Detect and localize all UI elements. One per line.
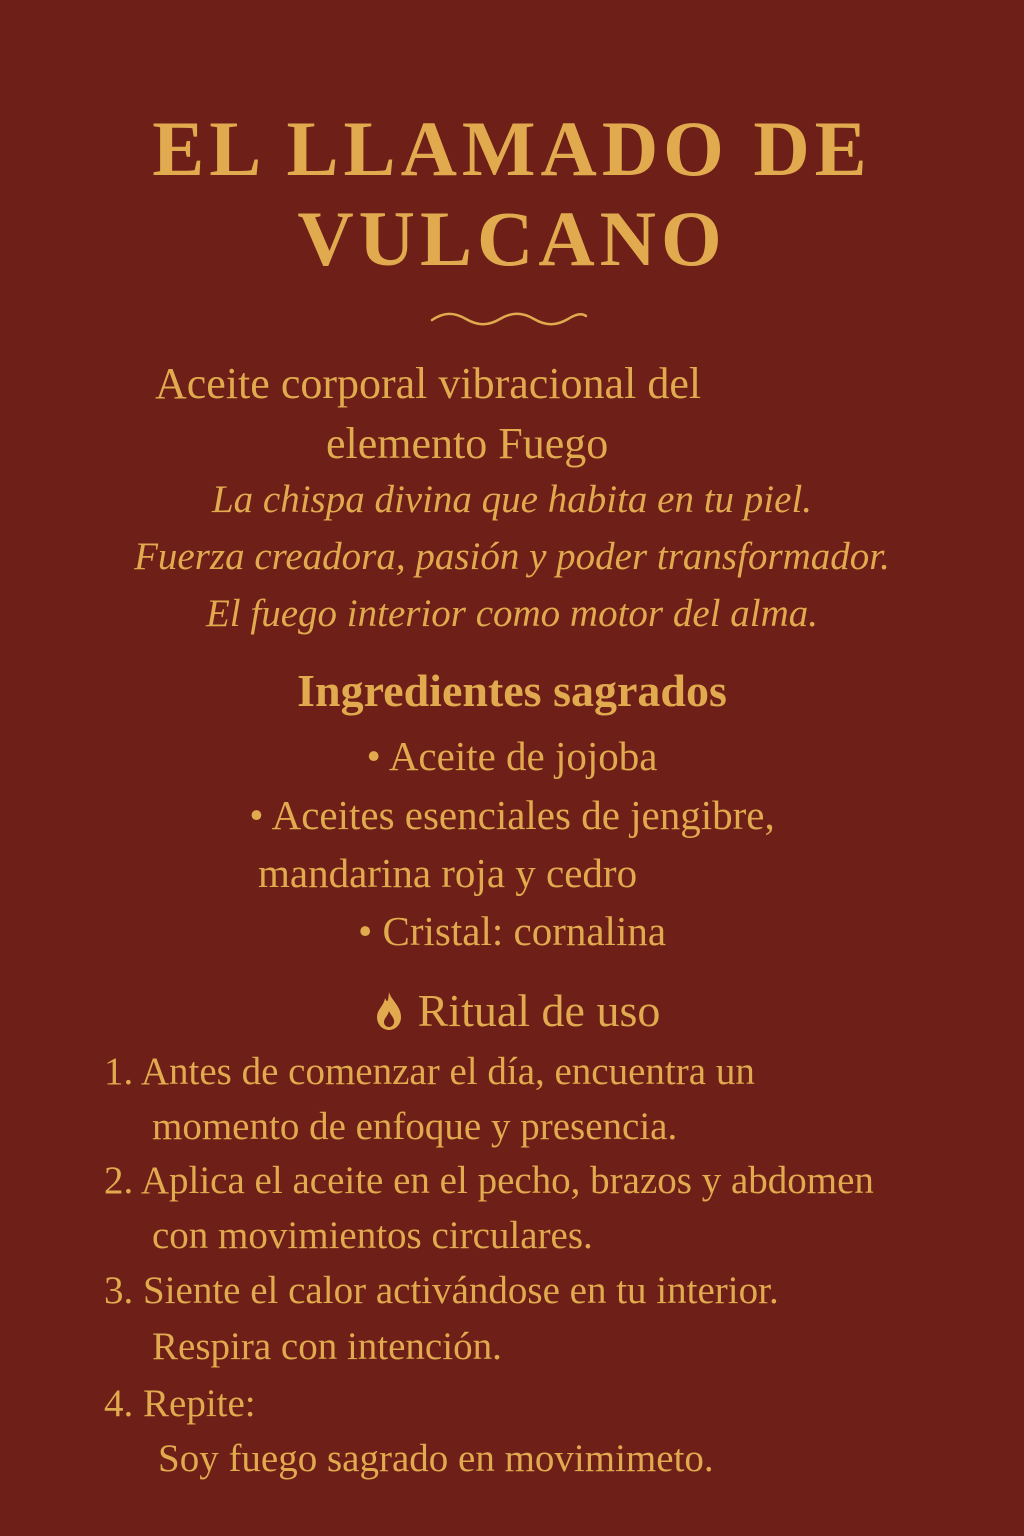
ingredient-item: • Cristal: cornalina bbox=[357, 908, 667, 954]
ingredients-heading: Ingredientes sagrados bbox=[297, 665, 727, 716]
ingredient-item: • Aceites esenciales de jengibre, bbox=[249, 792, 775, 838]
ritual-step-3: 3. Siente el calor activándose en tu interior. bbox=[104, 1269, 779, 1312]
subtitle-line-1: Aceite corporal vibracional del bbox=[155, 359, 702, 408]
ritual-heading-label: Ritual de uso bbox=[417, 985, 661, 1036]
ritual-step-4: 4. Repite: bbox=[104, 1382, 256, 1425]
wave-divider-icon bbox=[430, 308, 588, 328]
ritual-step-1-continued: momento de enfoque y presencia. bbox=[152, 1105, 678, 1148]
subtitle-line-2: elemento Fuego bbox=[326, 419, 609, 468]
tagline-1: La chispa divina que habita en tu piel. bbox=[211, 478, 813, 521]
ingredient-item: • Aceite de jojoba bbox=[366, 733, 658, 779]
ritual-step-1: 1. Antes de comenzar el día, encuentra un bbox=[104, 1050, 755, 1093]
ritual-heading bbox=[0, 985, 1024, 1036]
tagline-2: Fuerza creadora, pasión y poder transformador. bbox=[134, 535, 890, 578]
flame-icon bbox=[374, 991, 404, 1031]
tagline-3: El fuego interior como motor del alma. bbox=[205, 592, 819, 635]
ritual-step-2-continued: con movimientos circulares. bbox=[152, 1214, 593, 1257]
affirmation-text: Soy fuego sagrado en movimimeto. bbox=[158, 1437, 714, 1480]
ritual-step-3-continued: Respira con intención. bbox=[152, 1325, 502, 1368]
title-line-2: VULCANO bbox=[297, 195, 727, 282]
ingredient-item: mandarina roja y cedro bbox=[258, 850, 638, 896]
ritual-step-2: 2. Aplica el aceite en el pecho, brazos y abdomen bbox=[104, 1159, 874, 1202]
title-line-1: EL LLAMADO DE bbox=[152, 105, 872, 192]
